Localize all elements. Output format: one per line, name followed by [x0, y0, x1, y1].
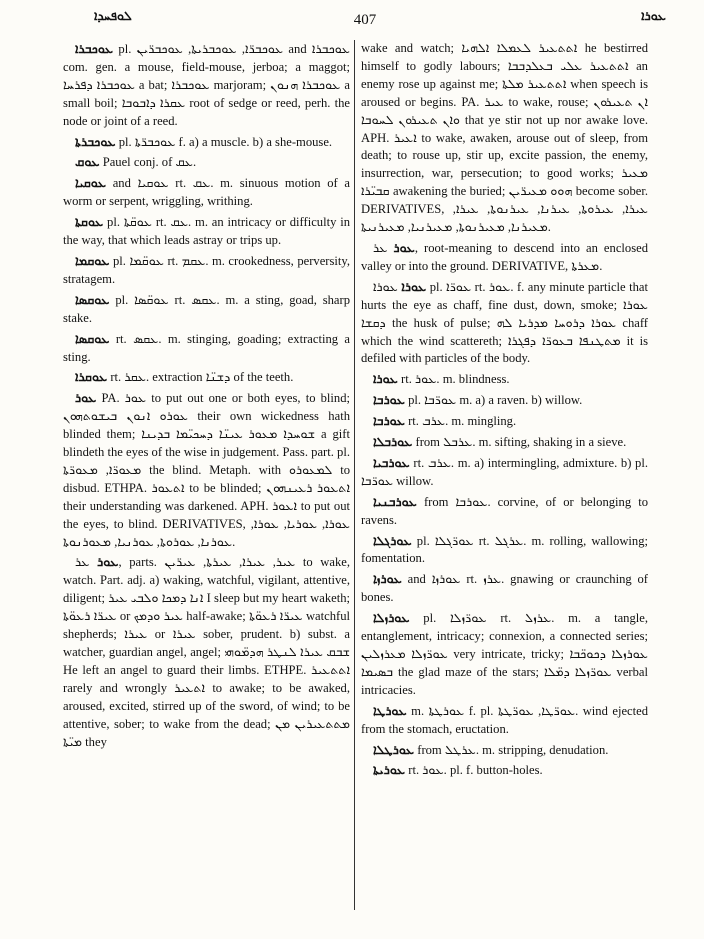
entry-headword: ܥܘܪܒܐ — [373, 413, 405, 429]
dictionary-entry — [361, 239, 648, 276]
entry-definition: from ܥܪܛܠ. m. stripping, denudation. — [417, 742, 609, 757]
dictionary-entry — [361, 702, 648, 739]
dictionary-entry — [361, 570, 648, 607]
dictionary-entry — [361, 532, 648, 569]
page-header — [64, 8, 666, 34]
column-divider — [354, 40, 355, 910]
header-right-word: ܥܘܪܐ — [641, 8, 666, 23]
entry-headword: ܥܘܩܪܐ — [75, 369, 108, 385]
entry-headword: ܥܘܪ — [393, 239, 415, 255]
entry-definition: pl. ܥܘܪ̈ܙܠܐ rt. ܥܪܙܠ. m. a tangle, entanglement, intricacy; connexion, a connected series; ܥܘܪ̈ܙܠܐ ܡܥܪܙܠܝܢ very intricate, tricky; ܥܘܪܙܠܐ ܕܟܘܟ̈ܒܐ ܒܣܝܡܐ the glad maze of the stars; ܥܘܪ̈ܙܠܐ ܕܡ̈ܠܐ verbal intricacies. — [361, 611, 649, 697]
entry-definition: ܥܪ, root-meaning to descend into an enclosed valley or into the ground. DERIVATIVE, ܡܥܪܬܐ. — [361, 240, 648, 273]
left-column — [63, 40, 350, 753]
entry-headword: ܥܘܩܬܐ — [75, 214, 104, 230]
dictionary-entry — [361, 454, 648, 491]
entry-definition: from ܥܪܒܠ. m. sifting, shaking in a sieve. — [415, 435, 627, 450]
dictionary-entry — [361, 433, 648, 452]
entry-definition: and ܥܘܩܝܐ rt. ܥܩ. m. sinuous motion of a worm or serpent, wriggling, writhing. — [63, 176, 350, 209]
entry-definition: m. ܥܘܪܛܬܐ f. pl. ܥܘܪ̈ܛܐ, ܥܘܪ̈ܛܬܐ. wind ejected from the stomach, eructation. — [361, 703, 649, 736]
entry-definition: wake and watch; ܐܬܬܥܝܪ ܠܥܡܠܐ ܐܠܗܝܐ he bestirred himself to godly labours; ܐܬܬܥܝܪ ܥܠܝ ܒܥܠܕܒܒܐ an enemy rose up against me; ܐܬܬܥܝܪ ܡܠܬܐ when speech is aroused or begins. PA. ܥܝܪ to wake, rouse; ܐܢ ܬܥܝܪܘܢ ܘܐܢ ܬܥܝܪܘܢ ܠܚܘܒܐ that ye stir not up nor awake love. APH. ܐܥܝܪ to wake, awaken, arouse out of sleep, from death; to rouse up, stir up, excite passion, the enemy, insurrection, war, persecution; to good works; ܡܥܝܪ ܩܒܝ̈ܪܐ awakening the buried; ܗܘܘ ܡܥܝܪ̈ܝܢ become sober. DERIVATIVES, ܥܝܪܐ, ܥܝܪܘܬܐ, ܥܝܪܢܐ, ܥܝܪܢܘܬܐ, ܥܝܪܐ, ܡܥܝܪܢܐ, ܡܥܝܪܢܘܬܐ, ܡܥܝܪܢܝܐ, ܡܥܝܪܢܝܬܐ. — [361, 41, 649, 235]
dictionary-entry — [63, 389, 350, 551]
entry-definition: pl. ܥܘܩ̈ܣܐ rt. ܥܩܣ. m. a sting, goad, sharp stake. — [63, 292, 351, 325]
entry-headword: ܥܘܪ — [75, 390, 97, 406]
entry-definition: PA. ܥܘܪ to put out one or both eyes, to blind; ܥܘܪܘ ܐܢܘܢ ܒܝܫܘܬܗܘܢ their own wickedness hath blinded them; ܫܘܚܕܐ ܡܥܘܪ ܥܝܢ̈ܐ ܕܚܟܝ̈ܡܐ ܒܕܝܢܐ a gift blindeth the eyes of the wise in judgement. Pass. part. pl. ܡܥܘܪ̈ܐ, ܡܥܘܪ̈ܬܐ the blind. Metaph. with ܠܡܥܘܪܘ to disbud. ETHPA. ܐܬܥܘܪ to be blinded; ܐܬܥܘܪ ܪܥܝܢܗܘܢ their understanding was darkened. APH. ܐܥܘܪ to put out the eyes, to blind. DERIVATIVES, ܥܘܪܐ, ܥܘܪܝܐ, ܥܘܪܐ, ܥܘܪܢܐ, ܥܘܪܘܬܐ, ܥܘܪܢܝܐ, ܡܥܘܪܢܘܬܐ. — [63, 391, 351, 549]
entry-definition: ܥܘܪܐ pl. ܥܘܪ̈ܐ rt. ܥܘܪ. f. any minute particle that hurts the eye as chaff, fine dust, down, smoke; ܥܘܪܐ ܕܩܫܐ the husk of pulse; ܥܘܪܐ ܕܪܘܚܐ ܡܕܪܝܐ ܠܗ chaff which the wind scattereth; ܡܬܛܢܦܐ ܒܥܘܪ̈ܐ ܕܦܓܪܐ it is defiled with particles of the body. — [361, 279, 648, 366]
entry-headword: ܥܘܟܒܪܐ — [75, 41, 114, 56]
dictionary-entry — [361, 493, 648, 530]
entry-definition: pl. ܥܘܟܒܪ̈ܐ, ܥܘܟܒܪܝܬܐ, ܥܘܟܒܪ̈ܝܢ and ܥܘܟܒܪܐ com. gen. a mouse, field-mouse, jerboa; a maggot; ܥܘܟܒܪܐ ܕܦܪܚܐ a bat; ܥܘܟܒܪܐ marjoram; ܥܘܟܒܪܐ ܗܢܘܢ a small boil; ܥܩܪܐ ܕܐܒܘܒܐ root of sedge or reed, perh. the node or joint of a reed. — [63, 42, 351, 128]
entry-definition: pl. ܥܘܩ̈ܡܐ rt. ܥܩܡ. m. crookedness, perversity, stratagem. — [63, 253, 351, 286]
entry-headword: ܥܘܪܒܢܝܐ — [373, 493, 417, 509]
entry-definition: pl. ܥܘܪ̈ܒܐ m. a) a raven. b) willow. — [408, 393, 583, 408]
entry-headword: ܥܘܪܛܠܐ — [373, 741, 415, 757]
dictionary-entry — [63, 368, 350, 387]
entry-headword: ܥܘܪܓܠܐ — [373, 532, 412, 548]
dictionary-entry — [361, 412, 648, 431]
dictionary-entry — [361, 741, 648, 760]
entry-definition: Pauel conj. of ܥܩ. — [102, 155, 197, 170]
dictionary-entry — [63, 291, 350, 328]
entry-definition: rt. ܥܩܣ. m. stinging, goading; extracting a sting. — [63, 331, 350, 364]
entry-definition: rt. ܥܘܪ. pl. f. button-holes. — [408, 763, 543, 778]
entry-headword: ܥܘܩܣܐ — [75, 330, 110, 346]
entry-definition: pl. ܥܘܟܒܪ̈ܬܐ f. a) a muscle. b) a she-mouse. — [118, 134, 333, 149]
dictionary-entry — [63, 174, 350, 211]
entry-headword: ܥܘܩܝܐ — [75, 175, 107, 191]
entry-headword: ܥܘܩܡܐ — [75, 252, 110, 268]
entry-definition: ܥܪ, parts. ܥܝܪ, ܥܝܪܐ, ܥܝܪܬܐ, ܥܝܪ̈ܝܢ to wake, watch. Part. adj. a) waking, watchful, vigilant, attentive, diligent; ܐܢܐ ܕܡܟܐ ܘܠܒܝ ܥܝܪ I sleep but my heart waketh; ܥܝܪ̈ܐ ܪܥܘ̈ܬܐ or ܥܝܪ ܘܕܡܟ half-awake; ܥܝܪ̈ܐ ܪܥܘ̈ܬܐ watchful shepherds; ܥܝܪܐ or ܥܝܪܐ sober, prudent. b) subst. a watcher, guardian angel, angel; ܫܒܩ ܥܝܪܐ ܠܢܛܪ ܗܕܡ̈ܘܗܝ He left an angel to guard their limbs. ETHPE. ܐܬܬܥܝܪ rarely and wrongly ܐܬܥܝܪ to awake; to be awaked, aroused, excited, stirred up of the sword, of wind; to be attentive, sober; to wake from the dead; ܡܬܬܥܝܪܝܢ ܡܢ ܡܝ̈ܬܐ they — [63, 555, 351, 749]
entry-definition: rt. ܥܩܪ. extraction ܕܫܢ̈ܐ of the teeth. — [110, 370, 294, 385]
entry-headword: ܥܘܪܒܐ — [373, 392, 405, 408]
entry-headword: ܥܘܪܝܬܐ — [373, 762, 406, 778]
entry-definition: from ܥܘܪܒܐ. corvine, of or belonging to ravens. — [361, 494, 648, 527]
dictionary-entry — [63, 553, 350, 751]
dictionary-entry — [63, 153, 350, 172]
dictionary-entry — [361, 761, 648, 780]
entry-headword: ܥܘܪܙܐ — [373, 571, 402, 587]
entry-definition: and ܥܘܪܙܐ rt. ܥܪܙ. gnawing or craunching of bones. — [361, 572, 649, 605]
entry-headword: ܥܘܪܒܠܐ — [373, 434, 413, 450]
dictionary-entry — [361, 609, 648, 700]
entry-headword: ܥܘܪܐ — [373, 371, 398, 387]
page-number: 407 — [353, 12, 377, 28]
dictionary-entry — [63, 330, 350, 367]
right-column — [361, 40, 648, 782]
entry-headword: ܥܘܪܐ — [401, 278, 427, 294]
entry-headword: ܥܘܟܒܪܬܐ — [75, 133, 116, 149]
entry-headword: ܥܘܪܛܐ — [373, 702, 407, 718]
dictionary-entry — [361, 278, 648, 369]
entry-definition: pl. ܥܘܪ̈ܓܠܐ rt. ܥܪܓܠ. m. rolling, wallowing; fomentation. — [361, 533, 649, 566]
dictionary-entry — [361, 391, 648, 410]
entry-definition: rt. ܥܪܒ. m. mingling. — [408, 414, 517, 429]
dictionary-entry — [63, 252, 350, 289]
entry-headword: ܥܘܪ — [97, 554, 119, 570]
header-left-word: ܠܘܦܚܕܐ — [94, 8, 132, 23]
entry-headword: ܥܘܩ — [75, 154, 100, 170]
dictionary-entry — [63, 40, 350, 131]
entry-headword: ܥܘܪܙܠܐ — [373, 610, 410, 626]
dictionary-entry — [361, 370, 648, 389]
entry-headword: ܥܘܪܒܝܐ — [373, 454, 410, 470]
dictionary-entry — [63, 133, 350, 152]
entry-definition: pl. ܥܘܩ̈ܬܐ rt. ܥܩ. m. an intricacy or difficulty in the way, that which leads astray or trips up. — [63, 215, 350, 248]
entry-definition: rt. ܥܘܪ. m. blindness. — [401, 372, 510, 387]
dictionary-entry — [361, 40, 648, 237]
entry-definition: rt. ܥܪܒ. m. a) intermingling, admixture. b) pl. ܥܘܪ̈ܒܐ willow. — [361, 455, 648, 488]
dictionary-entry — [63, 213, 350, 250]
entry-headword: ܥܘܩܣܐ — [75, 291, 110, 307]
